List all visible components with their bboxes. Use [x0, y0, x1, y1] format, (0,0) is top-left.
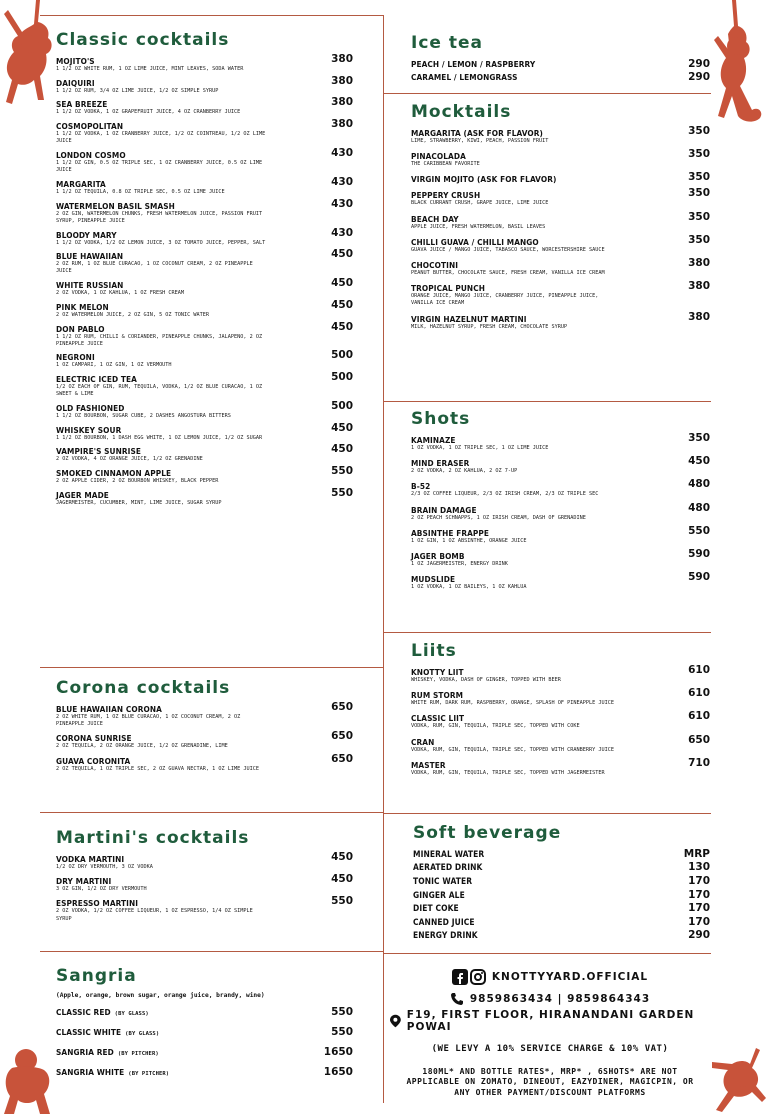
- menu-item: [56, 277, 353, 297]
- monkey-bottom-left-icon: [0, 1044, 56, 1114]
- item-price: 380: [688, 310, 710, 323]
- menu-item: [411, 687, 710, 707]
- item-qualifier: (BY GLASS): [125, 1031, 160, 1037]
- menu-item: [56, 197, 353, 225]
- menu-item: [411, 478, 710, 498]
- item-name: BLUE HAWAIIAN CORONA: [56, 704, 162, 714]
- platform-disclaimer: 180ML* AND BOTTLE RATES*, MRP* , 6SHOTS* ARE NOT APPLICABLE ON ZOMATO, DINEOUT, EAZYDINER, MAGICPIN, OR ANY OTHER PAYMENT/DISCOUNT PLATFORMS: [406, 1066, 694, 1097]
- item-description: BLACK CURRANT CRUSH, GRAPE JUICE, LIME JUICE: [411, 200, 549, 207]
- item-name: MINERAL WATER: [413, 848, 485, 859]
- item-qualifier: (BY PITCHER): [117, 1051, 159, 1057]
- item-description: 2 OZ PEACH SCHNAPPS, 1 OZ IRISH CREAM, DASH OF GRENADINE: [411, 514, 586, 521]
- soft-beverage-row: [413, 847, 710, 861]
- item-name: SANGRIA WHITE: [56, 1067, 125, 1077]
- corona-cocktails-title: Corona cocktails: [56, 678, 231, 698]
- monkey-top-right-icon: [712, 0, 768, 125]
- item-name: COSMOPOLITAN: [56, 121, 124, 132]
- item-description: PEANUT BUTTER, CHOCOLATE SAUCE, FRESH CREAM, VANILLA ICE CREAM: [411, 270, 605, 277]
- item-description: 2 OZ APPLE CIDER, 2 OZ BOURBON WHISKEY, BLACK PEPPER: [56, 478, 219, 485]
- menu-item: [56, 248, 353, 275]
- menu-item: [411, 501, 710, 522]
- item-name: CHILLI GUAVA / CHILLI MANGO: [411, 236, 539, 247]
- item-price: 450: [331, 298, 353, 311]
- item-name: BEACH DAY: [411, 213, 459, 224]
- item-name: NEGRONI: [56, 352, 95, 363]
- item-name: DIET COKE: [413, 903, 459, 914]
- item-price: 170: [688, 902, 710, 915]
- item-description: 2 OZ RUM, 1 OZ BLUE CURACAO, 1 OZ COCONUT CREAM, 2 OZ PINEAPPLE JUICE: [56, 261, 253, 275]
- menu-item: [411, 72, 710, 82]
- menu-item: [411, 664, 710, 684]
- section-ice-tea: [411, 33, 710, 85]
- item-description: 2/3 OZ COFFEE LIQUEUR, 2/3 OZ IRISH CREAM, 2/3 OZ TRIPLE SEC: [411, 491, 599, 498]
- soft-beverage-row: [413, 888, 710, 902]
- menu-item: [56, 226, 353, 247]
- item-description: 1 1/2 OZ BOURBON, SUGAR CUBE, 2 DASHES ANGOSTURA BITTERS: [56, 413, 231, 420]
- divider-corona: [40, 667, 383, 668]
- item-description: 2 OZ TEQUILA, 2 OZ ORANGE JUICE, 1/2 OZ GRENADINE, LIME: [56, 743, 228, 750]
- menu-item: [56, 730, 353, 750]
- item-name: DAIQUIRI: [56, 77, 95, 88]
- item-price: 450: [331, 421, 353, 434]
- item-price: 380: [331, 118, 353, 131]
- item-name-row: [56, 1007, 353, 1019]
- sangria-ingredients: (Apple, orange, brown sugar, orange juice, brandy, wine): [56, 992, 265, 999]
- item-name: PINACOLADA: [411, 151, 466, 162]
- item-description: 1 1/2 OZ VODKA, 1/2 OZ LEMON JUICE, 3 OZ TOMATO JUICE, PEPPER, SALT: [56, 239, 266, 246]
- item-price: 590: [688, 548, 710, 561]
- item-price: 650: [331, 701, 353, 713]
- divider-soft: [383, 813, 711, 814]
- section-corona-cocktails: [56, 678, 353, 778]
- menu-item: [56, 118, 353, 145]
- item-description: VODKA, RUM, GIN, TEQUILA, TRIPLE SEC, TOPPED WITH CRANBERRY JUICE: [411, 746, 615, 753]
- item-price: 450: [331, 873, 353, 886]
- item-name: PINK MELON: [56, 301, 109, 312]
- section-soft-beverage: [413, 823, 710, 942]
- footer-contact: [390, 966, 710, 1098]
- item-description: 1 1/2 OZ GIN, 0.5 OZ TRIPLE SEC, 1 OZ CRANBERRY JUICE, 0.5 OZ LIME JUICE: [56, 160, 263, 174]
- soft-beverage-row: [413, 874, 710, 888]
- item-price: 380: [331, 74, 353, 87]
- item-name: MUDSLIDE: [411, 574, 456, 585]
- item-price: 450: [331, 320, 353, 333]
- item-description: 1 1/2 OZ WHITE RUM, 1 OZ LIME JUICE, MINT LEAVES, SODA WATER: [56, 66, 244, 72]
- item-description: 1 1/2 OZ RUM, CHILLI & CORIANDER, PINEAPPLE CHUNKS, JALAPENO, 2 OZ PINEAPPLE JUICE: [56, 333, 263, 347]
- item-name: MIND ERASER: [411, 458, 470, 469]
- facebook-icon[interactable]: [452, 969, 468, 985]
- item-description: VODKA, RUM, GIN, TEQUILA, TRIPLE SEC, TOPPED WITH JAGERMEISTER: [411, 769, 605, 776]
- menu-item: [56, 1027, 353, 1039]
- menu-item: [411, 548, 710, 568]
- menu-item: [56, 851, 353, 871]
- item-price: 170: [688, 915, 710, 928]
- item-price: 610: [688, 664, 710, 676]
- menu-item: [56, 486, 353, 507]
- item-qualifier: (BY PITCHER): [128, 1071, 170, 1077]
- item-description: VODKA, RUM, GIN, TEQUILA, TRIPLE SEC, TOPPED WITH COKE: [411, 723, 580, 730]
- item-name: PEACH / LEMON / RASPBERRY: [411, 59, 536, 69]
- shots-title: Shots: [411, 409, 471, 429]
- section-shots: [411, 409, 710, 597]
- location-pin-icon: [390, 1014, 401, 1028]
- item-price: 170: [688, 874, 710, 887]
- item-name: ENERGY DRINK: [413, 930, 478, 941]
- social-handle-row[interactable]: [390, 966, 710, 988]
- item-price: 650: [331, 752, 353, 765]
- item-name: BLOODY MARY: [56, 229, 117, 240]
- divider-mocktails: [383, 93, 711, 94]
- menu-item: [411, 171, 710, 185]
- item-description: 2 OZ GIN, WATERMELON CHUNKS, FRESH WATERMELON JUICE, PASSION FRUIT SYRUP, PINEAPPLE JUICE: [56, 210, 263, 224]
- item-name: KNOTTY LIIT: [411, 667, 464, 677]
- menu-item: [411, 310, 710, 331]
- item-price: 290: [688, 929, 710, 942]
- phone-icon: [450, 992, 464, 1006]
- menu-item: [56, 298, 353, 319]
- item-name: JAGER BOMB: [411, 551, 465, 562]
- divider-footer: [383, 953, 711, 954]
- item-name: CARAMEL / LEMONGRASS: [411, 72, 518, 82]
- item-description: WHISKEY, VODKA, DASH OF GINGER, TOPPED WITH BEER: [411, 677, 561, 683]
- item-name-row: [56, 1047, 353, 1059]
- item-description: 2 OZ TEQUILA, 1 OZ TRIPLE SEC, 2 OZ GUAVA NECTAR, 1 OZ LIME JUICE: [56, 765, 260, 772]
- menu-item: [56, 701, 353, 728]
- item-name: DRY MARTINI: [56, 876, 112, 887]
- item-price: 450: [331, 248, 353, 261]
- item-name: ABSINTHE FRAPPE: [411, 527, 490, 538]
- menu-item: [56, 349, 353, 369]
- item-name: CRAN: [411, 736, 435, 747]
- social-handle[interactable]: KNOTTYYARD.OFFICIAL: [491, 971, 649, 983]
- classic-cocktails-title: Classic cocktails: [56, 30, 230, 50]
- menu-item: [56, 443, 353, 463]
- item-price: 430: [331, 147, 353, 160]
- item-price: 130: [688, 861, 710, 874]
- menu-item: [56, 400, 353, 420]
- item-description: 2 OZ VODKA, 2 OZ KAHLUA, 2 OZ 7-UP: [411, 468, 518, 475]
- item-name: CLASSIC RED: [56, 1007, 111, 1017]
- item-price: 430: [331, 226, 353, 239]
- menu-item: [56, 320, 353, 348]
- item-price: 290: [688, 71, 710, 83]
- menu-item: [411, 148, 710, 168]
- instagram-icon[interactable]: [470, 969, 486, 985]
- menu-item: [411, 59, 710, 69]
- item-price: 430: [331, 197, 353, 210]
- item-description: 1/2 OZ EACH OF GIN, RUM, TEQUILA, VODKA, 1/2 OZ BLUE CURACAO, 1 OZ SWEET & LIME: [56, 384, 263, 398]
- soft-beverage-row: [413, 901, 710, 915]
- item-name: LONDON COSMO: [56, 150, 126, 161]
- menu-item: [411, 233, 710, 254]
- item-price: 380: [331, 53, 353, 65]
- item-description: 2 OZ VODKA, 1/2 OZ COFFEE LIQUEUR, 1 OZ ESPRESSO, 1/4 OZ SIMPLE SYRUP: [56, 908, 253, 922]
- item-description: 1 1/2 OZ VODKA, 1 OZ GRAPEFRUIT JUICE, 4 OZ CRANBERRY JUICE: [56, 109, 241, 116]
- soft-beverage-title: Soft beverage: [413, 823, 562, 843]
- menu-item: [56, 895, 353, 922]
- menu-item: [56, 421, 353, 442]
- item-qualifier: (BY GLASS): [114, 1011, 149, 1017]
- menu-item: [56, 371, 353, 398]
- divider-martini: [40, 812, 383, 813]
- item-name: VIRGIN MOJITO (ASK FOR FLAVOR): [411, 174, 557, 185]
- divider-sangria: [40, 951, 383, 952]
- item-price: 450: [688, 455, 710, 468]
- item-price: 450: [331, 443, 353, 456]
- item-name: BLUE HAWAIIAN: [56, 251, 124, 262]
- item-name: MASTER: [411, 759, 446, 770]
- top-rule-left: [40, 15, 383, 16]
- item-name: B-52: [411, 481, 431, 492]
- item-description: 2 OZ WATERMELON JUICE, 2 OZ GIN, 5 OZ TONIC WATER: [56, 311, 210, 318]
- menu-item: [411, 125, 710, 145]
- item-description: MILK, HAZELNUT SYRUP, FRESH CREAM, CHOCOLATE SYRUP: [411, 323, 568, 330]
- item-description: 1 OZ JAGERMEISTER, ENERGY DRINK: [411, 561, 508, 568]
- item-name: OLD FASHIONED: [56, 403, 125, 414]
- item-price: 500: [331, 349, 353, 362]
- address: F19, FIRST FLOOR, HIRANANDANI GARDEN POWAI: [406, 1009, 695, 1033]
- center-divider: [383, 15, 384, 1103]
- item-price: 430: [331, 175, 353, 188]
- item-price: 550: [331, 1006, 353, 1018]
- soft-beverage-row: [413, 915, 710, 929]
- item-name-row: [56, 1027, 353, 1039]
- divider-liits: [383, 632, 711, 633]
- item-name: SANGRIA RED: [56, 1047, 114, 1057]
- item-name: RUM STORM: [411, 690, 464, 701]
- item-description: 2 OZ VODKA, 4 OZ ORANGE JUICE, 1/2 OZ GRENADINE: [56, 456, 203, 463]
- item-price: 450: [331, 851, 353, 863]
- item-name: CHOCOTINI: [411, 260, 459, 271]
- item-description: LIME, STRAWBERRY, KIWI, PEACH, PASSION FRUIT: [411, 138, 549, 144]
- item-price: 590: [688, 571, 710, 584]
- menu-item: [411, 257, 710, 277]
- liits-title: Liits: [411, 641, 457, 661]
- item-description: THE CARIBBEAN FAVORITE: [411, 161, 480, 168]
- menu-item: [411, 524, 710, 545]
- item-price: 350: [688, 187, 710, 200]
- item-description: APPLE JUICE, FRESH WATERMELON, BASIL LEAVES: [411, 223, 546, 230]
- menu-item: [56, 1067, 353, 1079]
- item-name-row: [56, 1067, 353, 1079]
- item-price: 450: [331, 277, 353, 290]
- item-price: 380: [331, 96, 353, 109]
- menu-item: [411, 187, 710, 207]
- section-sangria: [56, 966, 353, 1087]
- item-price: 480: [688, 501, 710, 514]
- item-description: 3 OZ GIN, 1/2 OZ DRY VERMOUTH: [56, 886, 147, 893]
- item-name: VODKA MARTINI: [56, 854, 125, 864]
- item-price: 380: [688, 280, 710, 293]
- item-price: 550: [331, 486, 353, 499]
- section-martini-cocktails: [56, 828, 353, 928]
- item-description: 1 1/2 OZ TEQUILA, 0.8 OZ TRIPLE SEC, 0.5 OZ LIME JUICE: [56, 188, 225, 195]
- section-mocktails: [411, 102, 710, 337]
- item-description: 1 1/2 OZ BOURBON, 1 DASH EGG WHITE, 1 OZ LEMON JUICE, 1/2 OZ SUGAR: [56, 434, 263, 441]
- item-description: 1 1/2 OZ VODKA, 1 OZ CRANBERRY JUICE, 1/2 OZ COINTREAU, 1/2 OZ LIME JUICE: [56, 131, 266, 145]
- monkey-top-left-icon: [0, 0, 58, 110]
- item-price: 380: [688, 257, 710, 270]
- item-description: JAGERMEISTER, CUCUMBER, MINT, LIME JUICE, SUGAR SYRUP: [56, 499, 222, 506]
- menu-item: [56, 465, 353, 485]
- item-price: 350: [688, 148, 710, 161]
- item-name: BRAIN DAMAGE: [411, 504, 477, 515]
- item-name: CORONA SUNRISE: [56, 733, 132, 744]
- menu-item: [56, 96, 353, 116]
- item-description: 1 OZ GIN, 1 OZ ABSINTHE, ORANGE JUICE: [411, 537, 527, 544]
- section-classic-cocktails: [56, 30, 353, 512]
- item-description: 1 OZ VODKA, 1 OZ TRIPLE SEC, 1 OZ LIME JUICE: [411, 445, 549, 451]
- item-price: 610: [688, 710, 710, 723]
- martini-cocktails-title: Martini's cocktails: [56, 828, 250, 848]
- item-price: 1650: [323, 1046, 353, 1058]
- item-name: TROPICAL PUNCH: [411, 283, 485, 294]
- item-name: VIRGIN HAZELNUT MARTINI: [411, 313, 527, 324]
- item-price: 500: [331, 400, 353, 413]
- divider-shots: [383, 401, 711, 402]
- menu-item: [411, 455, 710, 475]
- soft-beverage-row: [413, 929, 710, 943]
- menu-item: [411, 756, 710, 777]
- item-price: 710: [688, 756, 710, 769]
- menu-item: [56, 53, 353, 73]
- item-description: 2 OZ WHITE RUM, 1 OZ BLUE CURACAO, 1 OZ COCONUT CREAM, 2 OZ PINEAPPLE JUICE: [56, 714, 241, 728]
- item-name: CLASSIC WHITE: [56, 1027, 122, 1037]
- item-name: WHISKEY SOUR: [56, 424, 122, 435]
- monkey-bottom-right-icon: [708, 1048, 768, 1114]
- item-price: 1650: [323, 1066, 353, 1078]
- item-name: MOJITO'S: [56, 56, 95, 66]
- item-price: 500: [331, 371, 353, 384]
- item-name: GINGER ALE: [413, 889, 465, 900]
- menu-item: [56, 1007, 353, 1019]
- menu-item: [56, 873, 353, 893]
- item-price: 550: [688, 524, 710, 537]
- item-name: MARGARITA (ASK FOR FLAVOR): [411, 128, 544, 138]
- item-price: 350: [688, 210, 710, 223]
- item-name: WHITE RUSSIAN: [56, 280, 124, 291]
- menu-item: [411, 710, 710, 730]
- item-name: ELECTRIC ICED TEA: [56, 374, 137, 385]
- menu-item: [56, 175, 353, 196]
- item-price: 290: [688, 58, 710, 70]
- item-price: 650: [688, 733, 710, 746]
- item-name: TONIC WATER: [413, 875, 473, 886]
- item-name: SMOKED CINNAMON APPLE: [56, 468, 172, 479]
- item-description: 1 OZ CAMPARI, 1 OZ GIN, 1 OZ VERMOUTH: [56, 362, 172, 369]
- service-charge-note: (WE LEVY A 10% SERVICE CHARGE & 10% VAT): [431, 1044, 669, 1054]
- item-price: 650: [331, 730, 353, 743]
- item-description: WHITE RUM, DARK RUM, RASPBERRY, ORANGE, SPLASH OF PINEAPPLE JUICE: [411, 700, 615, 707]
- item-description: ORANGE JUICE, MANGO JUICE, CRANBERRY JUICE, PINEAPPLE JUICE, VANILLA ICE CREAM: [411, 293, 599, 307]
- item-price: 170: [688, 888, 710, 901]
- item-price: 550: [331, 465, 353, 478]
- menu-item: [411, 280, 710, 307]
- item-name: CLASSIC LIIT: [411, 713, 465, 724]
- item-name: MARGARITA: [56, 178, 106, 189]
- soft-beverage-row: [413, 861, 710, 875]
- address-row: [390, 1010, 710, 1032]
- item-name: SEA BREEZE: [56, 99, 108, 110]
- item-name: CANNED JUICE: [413, 916, 475, 927]
- menu-item: [56, 1047, 353, 1059]
- item-description: 2 OZ VODKA, 1 OZ KAHLUA, 1 OZ FRESH CREAM: [56, 290, 185, 297]
- item-price: 350: [688, 432, 710, 444]
- item-name: ESPRESSO MARTINI: [56, 898, 139, 909]
- menu-item: [411, 432, 710, 452]
- item-name: JAGER MADE: [56, 489, 109, 500]
- section-liits: [411, 641, 710, 783]
- item-price: 480: [688, 478, 710, 491]
- item-price: 610: [688, 687, 710, 700]
- item-description: 1 1/2 OZ RUM, 3/4 OZ LIME JUICE, 1/2 OZ SIMPLE SYRUP: [56, 87, 219, 94]
- phone-row[interactable]: [390, 988, 710, 1010]
- item-price: 350: [688, 233, 710, 246]
- menu-item: [411, 571, 710, 591]
- sangria-title: Sangria: [56, 966, 137, 986]
- item-name: WATERMELON BASIL SMASH: [56, 200, 175, 211]
- item-price: 350: [688, 171, 710, 184]
- phone-numbers[interactable]: 9859863434 | 9859864343: [469, 993, 651, 1005]
- menu-item: [56, 147, 353, 174]
- item-price: 350: [688, 125, 710, 137]
- item-name: AERATED DRINK: [413, 862, 483, 873]
- item-price: 550: [331, 1026, 353, 1038]
- item-name: GUAVA CORONITA: [56, 755, 131, 766]
- ice-tea-title: Ice tea: [411, 33, 483, 53]
- menu-item: [411, 210, 710, 231]
- item-description: 1/2 OZ DRY VERMOUTH, 3 OZ VODKA: [56, 864, 153, 870]
- item-description: 1 OZ VODKA, 1 OZ BAILEYS, 1 OZ KAHLUA: [411, 584, 527, 591]
- mocktails-title: Mocktails: [411, 102, 512, 122]
- item-name: DON PABLO: [56, 323, 105, 334]
- menu-item: [411, 733, 710, 754]
- item-name: KAMINAZE: [411, 435, 456, 445]
- item-name: PEPPERY CRUSH: [411, 190, 481, 201]
- item-description: GUAVA JUICE / MANGO JUICE, TABASCO SAUCE, WORCESTERSHIRE SAUCE: [411, 246, 605, 253]
- menu-item: [56, 752, 353, 773]
- item-price: 550: [331, 895, 353, 908]
- menu-item: [56, 74, 353, 95]
- item-name: VAMPIRE'S SUNRISE: [56, 446, 142, 457]
- item-price: MRP: [683, 847, 710, 860]
